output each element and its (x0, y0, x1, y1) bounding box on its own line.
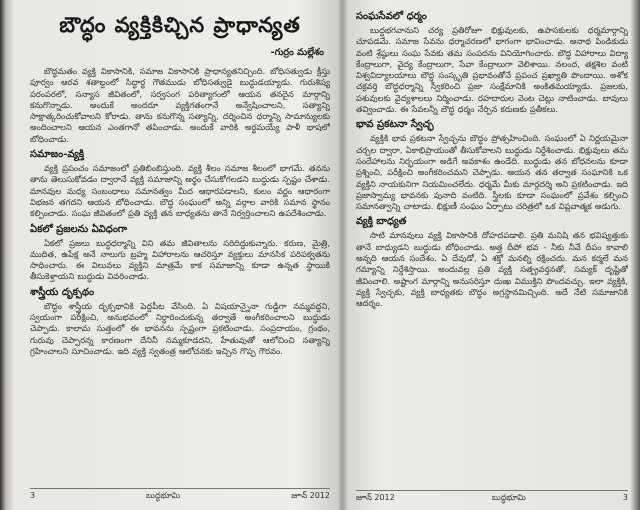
article-title: బౌద్ధం వ్యక్తికిచ్చిన ప్రాధాన్యత (59, 12, 301, 37)
right-page-number: 3 (622, 493, 628, 502)
article-author: -గుర్రం మల్లేశం (270, 47, 324, 58)
service-paragraph: బుద్ధభగవానుని చర్య ప్రతిరోజూ భిక్షువులకు, ఉపాసకులకు ధర్మమార్గాన్ని చూపడమే. సమాజ సేవను ధర్మాచరణలో భాగంగా భావించాడు. అనాథ పిండికుడు వంటి శ్రేష్ఠులు సంఘ సేవకు తమ సంపదను వినియోగించారు. బౌద్ధ విహారాలు విద్యా కేంద్రాలుగా, వైద్య కేంద్రాలుగా, సేవా కేంద్రాలుగా వెలిశాయి. నలంద, తక్షశిల వంటి విశ్వవిద్యాలయాలు బౌద్ధ సంస్కృతి ప్రభావంతోనే ప్రపంచ ప్రఖ్యాతి పొందాయి. అశోక చక్రవర్తి బౌద్ధధర్మాన్ని స్వీకరించి ప్రజా సంక్షేమానికి అంకితమయ్యాడు. ప్రజలకు, పశువులకు వైద్యశాలలు నిర్మించాడు. రహదారుల వెంట చెట్లు నాటించాడు. బావులు తవ్వించాడు. ఈ సేవలన్నీ బౌద్ధ ధర్మం నేర్పిన కరుణకు ప్రతీకలు. (356, 25, 628, 115)
right-page-footer (356, 490, 628, 504)
responsibility-paragraph: సాటి మానవులు వ్యక్తి వికాసానికి దోహదపడాలి. ప్రతి మనిషి తన భవిష్యత్తుకు తానే బాధ్యుడని బుద్ధుడు బోధించాడు. అత్త దీపో భవ - నీకు నీవే దీపం కావాలి అన్నది ఆయన సందేశం. ఏ దేవుడో, ఏ శక్తో మనల్ని రక్షించదు. మన కర్మలే మన గమ్యాన్ని నిర్దేశిస్తాయి. అందువల్ల ప్రతి వ్యక్తి సత్ప్రవర్తనతో, సమ్యక్ దృష్టితో జీవించాలి. అష్టాంగ మార్గాన్ని అనుసరిస్తూ దుఃఖ విముక్తిని పొందవచ్చు. ఇలా వ్యక్తికి, వ్యక్తి స్వేచ్ఛకు, వ్యక్తి బాధ్యతకు బౌద్ధం అగ్రస్థానమిచ్చింది. అదే నేటి సమాజానికి ఆదర్శం. (356, 230, 628, 309)
society-paragraph: వ్యక్తి ప్రపంచం సమాజంలో ప్రతిబింబిస్తుంది. వ్యక్తి శీలం సమాజ శీలంలో భాగమే. తనను తాను తెలుసుకోవడం ద్వారానే వ్యక్తి సమాజాన్ని అర్థం చేసుకోగలడని బుద్ధుడు స్పష్టం చేశాడు. మానవుల మధ్య సంబంధాలు సమానత్వం మీద ఆధారపడాలని, కులం వర్ణం ఆధారంగా విభజన తగదని ఆయన బోధించాడు. బౌద్ధ సంఘంలో అన్ని వర్గాల వారికి సమాన స్థానం కల్పించాడు. సంఘ జీవితంలో ప్రతి వ్యక్తి తన బాధ్యతను తానే నిర్వర్తించాలని ఉపదేశించాడు. (30, 163, 330, 219)
left-issue-date: జూన్ 2012 (291, 491, 330, 500)
section-heading-responsibility: వ్యక్తి బాధ్యత (356, 216, 407, 228)
section-heading-people: ఏకలో ప్రజలను ఏవిధంగా (30, 223, 128, 235)
section-heading-service: సంఘసేవలో ధర్మం (356, 11, 427, 22)
left-page-footer (30, 488, 330, 502)
section-heading-society: సమాజం-వ్యక్తి (30, 149, 85, 161)
expression-paragraph: వ్యక్తికి భావ ప్రకటనా స్వేచ్ఛను బౌద్ధం ప్రోత్సహించింది. సంఘంలో ఏ నిర్ణయమైనా చర్చల ద్వారా, ఏకాభిప్రాయంతో తీసుకోవాలని బుద్ధుడు నిర్దేశించాడు. భిక్షువులు తమ సందేహాలను నిర్భయంగా అడిగే అవకాశం ఉండేది. బుద్ధుడు తన బోధనలను కూడా ప్రశ్నించి, పరీక్షించి అంగీకరించమని చెప్పాడు. ఆయన తన తర్వాత సంఘానికి ఒక వ్యక్తిని నాయకునిగా నియమించలేదు. ధర్మమే మీకు మార్గదర్శి అని ప్రకటించాడు. ఇది ప్రజాస్వామ్య భావనకు పునాది వంటిది. స్త్రీలకు కూడా సంఘంలో ప్రవేశం కల్పించి సమానత్వాన్ని చాటాడు. భిక్షుణీ సంఘం ఏర్పాటు చరిత్రలో ఒక విప్లవాత్మక అడుగు. (356, 133, 628, 212)
scientific-paragraph: బౌద్ధం శాస్త్రీయ దృక్పథానికి పెద్దపీట వేసింది. ఏ విషయాన్నైనా గుడ్డిగా నమ్మవద్దని, స్వయంగా పరీక్షించి, అనుభవంలో నిర్ధారించుకున్న తర్వాతే అంగీకరించాలని బుద్ధుడు చెప్పాడు. కాలామ సుత్తంలో ఈ భావనను స్పష్టంగా ప్రకటించాడు. సంప్రదాయం, గ్రంథం, గురువు చెప్పారన్న కారణంగా దేనినీ నమ్మకూడదని, హేతువుతో ఆలోచించి సత్యాన్ని గ్రహించాలని సూచించాడు. ఇది వ్యక్తి స్వతంత్ర ఆలోచనకు ఇచ్చిన గొప్ప గౌరవం. (30, 300, 330, 356)
section-heading-scientific: శాస్త్రీయ దృక్పథం (30, 286, 95, 298)
right-issue-date: జూన్ 2012 (356, 493, 395, 502)
right-magazine-name: బుద్ధభూమి (491, 493, 526, 502)
section-heading-expression: భావ ప్రకటనా స్వేచ్ఛ (356, 119, 434, 131)
people-paragraph: ఏకలో ప్రజలు బుద్ధధర్మాన్ని విని తమ జీవితాలను సరిదిద్దుకున్నారు. కరుణ, మైత్రి, ముదిత, ఉపేక్ష అనే నాలుగు బ్రహ్మ విహారాలను ఆచరిస్తూ వ్యక్తులు మానసిక పరిపక్వతను సాధించారు. ఈ విలువలు వ్యక్తిని మాత్రమే కాక సమాజాన్ని కూడా ఉన్నత స్థాయికి తీసుకెళ్తాయని బుద్ధుడు వివరించాడు. (30, 237, 330, 282)
right-page (356, 0, 628, 510)
intro-paragraph: బౌద్ధమతం వ్యక్తి వికాసానికి, సమాజ వికాసానికి ప్రాధాన్యతనిచ్చింది. బోధిసత్వుడు క్రీస్తు పూర్వం ఆరవ శతాబ్దంలో సిద్ధార్థ గౌతముడు బోధిసత్వుడై బుద్ధుడయ్యాడు. గురుశిష్య పరంపరలో, సన్యాస జీవితంలో, సర్వసంగ పరిత్యాగంలో ఆయన తనదైన మార్గాన్ని కనుగొన్నాడు. అందుకే అందరూ వ్యక్తిగతంగానే అన్వేషించాలని, సత్యాన్ని సాక్షాత్కరించుకోవాలని కోరాడు. తాను కనుగొన్న సత్యాన్ని, దర్శించిన ధర్మాన్ని సామాన్యులకు అందించాలని ఆయన ఎంతగానో తపించాడు. అందుకే వారికి అర్థమయ్యే పాళీ భాషలో బోధించాడు. (30, 66, 330, 144)
left-page-number: 3 (30, 491, 36, 500)
left-page (30, 0, 330, 510)
left-magazine-name: బుద్ధభూమి (146, 491, 181, 500)
